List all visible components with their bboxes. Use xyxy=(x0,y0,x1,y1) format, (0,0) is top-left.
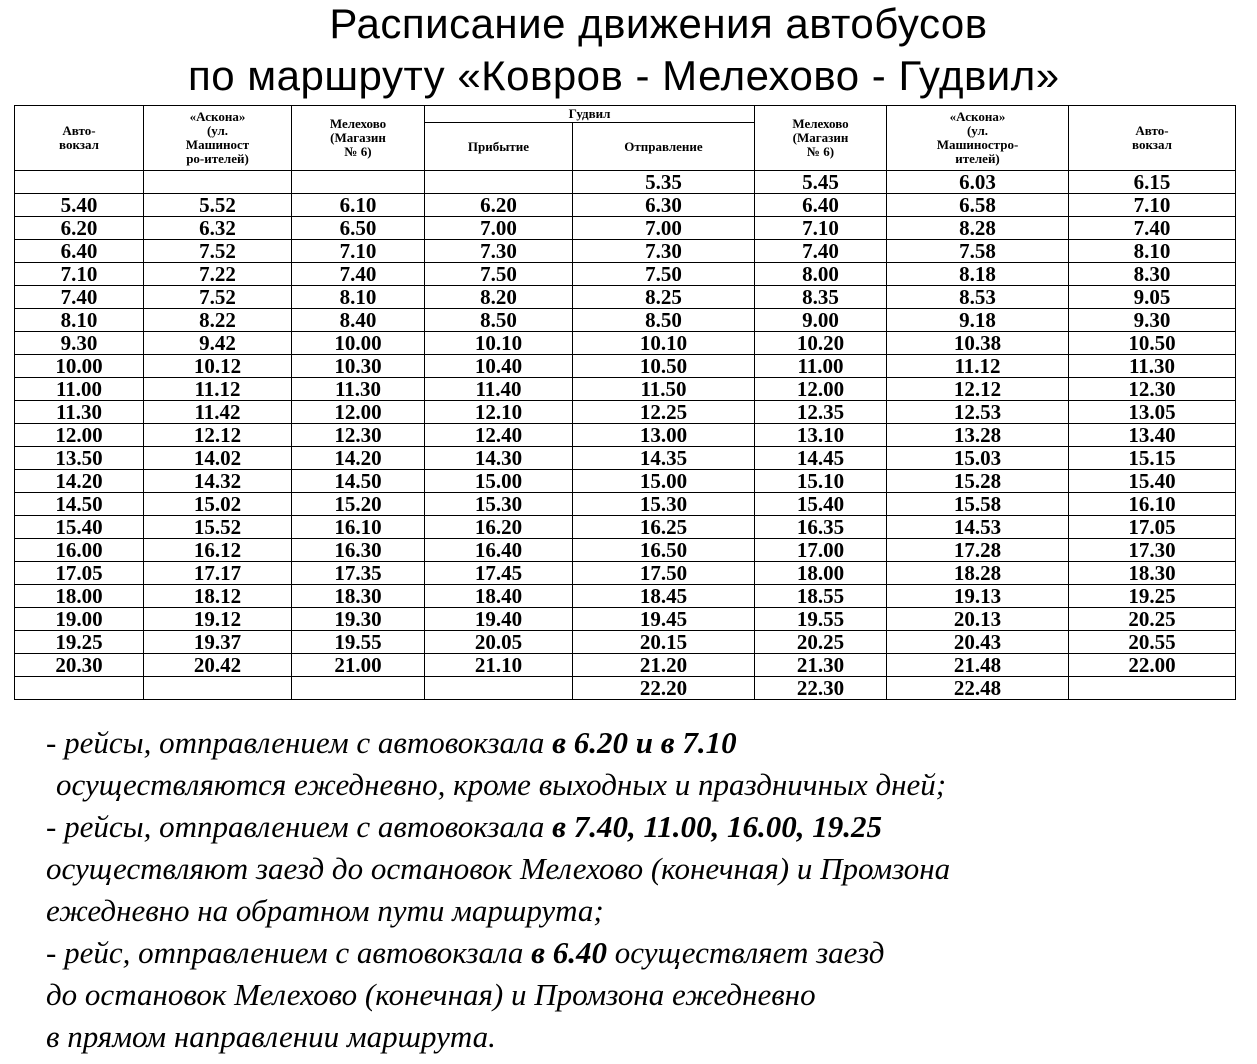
table-cell: 19.25 xyxy=(1069,585,1236,608)
table-row xyxy=(15,493,1236,516)
table-cell: 14.02 xyxy=(144,447,292,470)
table-cell: 21.30 xyxy=(755,654,887,677)
table-cell: 11.30 xyxy=(1069,355,1236,378)
table-row xyxy=(15,194,1236,217)
header-bus-station: Авто- вокзал xyxy=(15,106,144,171)
table-cell: 12.30 xyxy=(292,424,425,447)
header-askona-return: «Аскона» (ул. Машиностро- ителей) xyxy=(887,106,1069,171)
table-cell: 7.50 xyxy=(425,263,573,286)
table-row xyxy=(15,447,1236,470)
table-cell: 11.12 xyxy=(887,355,1069,378)
table-cell: 9.42 xyxy=(144,332,292,355)
table-cell: 19.37 xyxy=(144,631,292,654)
table-cell: 7.00 xyxy=(573,217,755,240)
table-cell: 16.10 xyxy=(292,516,425,539)
table-cell: 18.45 xyxy=(573,585,755,608)
table-cell: 18.28 xyxy=(887,562,1069,585)
header-melekhovo: Мелехово (Магазин № 6) xyxy=(292,106,425,171)
table-cell: 7.22 xyxy=(144,263,292,286)
table-cell: 15.40 xyxy=(755,493,887,516)
header-goodwill-group: Гудвил xyxy=(425,106,755,123)
table-cell: 6.32 xyxy=(144,217,292,240)
table-cell: 15.00 xyxy=(425,470,573,493)
table-cell: 7.10 xyxy=(15,263,144,286)
table-row xyxy=(15,401,1236,424)
table-cell: 13.50 xyxy=(15,447,144,470)
table-cell: 11.00 xyxy=(755,355,887,378)
table-cell: 6.58 xyxy=(887,194,1069,217)
note-3-line3: в прямом направлении маршрута. xyxy=(46,1019,496,1054)
table-row xyxy=(15,608,1236,631)
table-cell: 16.00 xyxy=(15,539,144,562)
header-bus-station-return: Авто- вокзал xyxy=(1069,106,1236,171)
table-cell: 21.48 xyxy=(887,654,1069,677)
table-cell: 20.13 xyxy=(887,608,1069,631)
table-cell: 10.20 xyxy=(755,332,887,355)
table-cell: 12.00 xyxy=(292,401,425,424)
table-cell: 7.00 xyxy=(425,217,573,240)
table-cell: 7.40 xyxy=(292,263,425,286)
table-row xyxy=(15,631,1236,654)
table-cell: 10.30 xyxy=(292,355,425,378)
table-row xyxy=(15,355,1236,378)
table-cell: 17.05 xyxy=(15,562,144,585)
note-2-line2: осуществляют заезд до остановок Мелехово (конечная) и Промзона xyxy=(46,851,951,886)
table-cell: 8.10 xyxy=(292,286,425,309)
table-row xyxy=(15,585,1236,608)
table-cell: 21.00 xyxy=(292,654,425,677)
table-cell: 15.40 xyxy=(1069,470,1236,493)
table-cell: 15.03 xyxy=(887,447,1069,470)
table-cell: 10.12 xyxy=(144,355,292,378)
table-cell: 11.30 xyxy=(15,401,144,424)
table-cell: 12.53 xyxy=(887,401,1069,424)
table-cell: 15.15 xyxy=(1069,447,1236,470)
table-cell: 15.40 xyxy=(15,516,144,539)
table-cell: 22.00 xyxy=(1069,654,1236,677)
table-cell: 11.40 xyxy=(425,378,573,401)
table-row xyxy=(15,654,1236,677)
table-cell: 15.20 xyxy=(292,493,425,516)
table-cell: 7.50 xyxy=(573,263,755,286)
table-cell: 17.17 xyxy=(144,562,292,585)
table-cell: 13.28 xyxy=(887,424,1069,447)
table-cell: 22.48 xyxy=(887,677,1069,700)
table-cell: 10.50 xyxy=(1069,332,1236,355)
table-cell: 7.52 xyxy=(144,240,292,263)
table-cell: 12.30 xyxy=(1069,378,1236,401)
table-cell: 17.50 xyxy=(573,562,755,585)
table-cell: 14.50 xyxy=(292,470,425,493)
header-arrival: Прибытие xyxy=(425,123,573,171)
table-cell: 19.55 xyxy=(755,608,887,631)
table-cell: 18.55 xyxy=(755,585,887,608)
header-askona: «Аскона» (ул. Машиност ро-ителей) xyxy=(144,106,292,171)
table-cell xyxy=(1069,677,1236,700)
table-cell: 16.35 xyxy=(755,516,887,539)
header-melekhovo-return: Мелехово (Магазин № 6) xyxy=(755,106,887,171)
table-cell xyxy=(425,677,573,700)
table-cell: 7.58 xyxy=(887,240,1069,263)
table-cell: 19.25 xyxy=(15,631,144,654)
table-cell: 16.25 xyxy=(573,516,755,539)
table-cell: 6.20 xyxy=(425,194,573,217)
table-cell: 20.05 xyxy=(425,631,573,654)
table-cell: 12.12 xyxy=(144,424,292,447)
table-cell: 15.10 xyxy=(755,470,887,493)
table-cell xyxy=(144,171,292,194)
page-title-line1: Расписание движения автобусов xyxy=(329,0,988,47)
table-cell: 13.40 xyxy=(1069,424,1236,447)
table-cell: 15.58 xyxy=(887,493,1069,516)
note-1-line2: осуществляются ежедневно, кроме выходных и праздничных дней; xyxy=(56,767,947,802)
table-cell xyxy=(144,677,292,700)
table-cell: 20.25 xyxy=(755,631,887,654)
table-cell xyxy=(15,677,144,700)
table-cell: 14.20 xyxy=(15,470,144,493)
table-cell: 6.10 xyxy=(292,194,425,217)
table-cell: 17.30 xyxy=(1069,539,1236,562)
table-cell: 6.50 xyxy=(292,217,425,240)
table-row xyxy=(15,309,1236,332)
table-cell: 5.35 xyxy=(573,171,755,194)
table-cell: 5.40 xyxy=(15,194,144,217)
table-cell: 19.13 xyxy=(887,585,1069,608)
note-highlight: в 6.40 xyxy=(531,935,607,970)
table-row xyxy=(15,378,1236,401)
table-cell: 9.05 xyxy=(1069,286,1236,309)
table-cell: 6.20 xyxy=(15,217,144,240)
note-highlight: в 6.20 и в 7.10 xyxy=(552,725,737,760)
header-departure: Отправление xyxy=(573,123,755,171)
table-cell: 8.50 xyxy=(573,309,755,332)
note-3-line2: до остановок Мелехово (конечная) и Промзона ежедневно xyxy=(46,977,816,1012)
table-cell: 20.30 xyxy=(15,654,144,677)
table-cell: 9.18 xyxy=(887,309,1069,332)
table-cell: 10.50 xyxy=(573,355,755,378)
table-cell: 10.38 xyxy=(887,332,1069,355)
table-cell: 15.30 xyxy=(425,493,573,516)
table-cell: 17.45 xyxy=(425,562,573,585)
note-highlight: в 7.40, 11.00, 16.00, 19.25 xyxy=(552,809,883,844)
table-cell: 7.40 xyxy=(1069,217,1236,240)
table-cell: 12.35 xyxy=(755,401,887,424)
table-row xyxy=(15,562,1236,585)
table-cell: 13.05 xyxy=(1069,401,1236,424)
table-cell: 15.02 xyxy=(144,493,292,516)
table-cell: 19.40 xyxy=(425,608,573,631)
table-cell: 8.40 xyxy=(292,309,425,332)
table-cell: 9.30 xyxy=(1069,309,1236,332)
table-cell: 6.40 xyxy=(755,194,887,217)
table-cell: 11.42 xyxy=(144,401,292,424)
table-cell: 21.10 xyxy=(425,654,573,677)
table-cell: 11.30 xyxy=(292,378,425,401)
table-cell: 18.00 xyxy=(15,585,144,608)
table-cell: 16.10 xyxy=(1069,493,1236,516)
table-cell: 15.00 xyxy=(573,470,755,493)
table-cell: 7.30 xyxy=(425,240,573,263)
table-cell: 21.20 xyxy=(573,654,755,677)
table-cell: 7.52 xyxy=(144,286,292,309)
table-cell: 14.50 xyxy=(15,493,144,516)
note-2-line1 xyxy=(46,806,1246,848)
table-cell: 18.30 xyxy=(292,585,425,608)
table-cell: 15.30 xyxy=(573,493,755,516)
table-cell: 18.40 xyxy=(425,585,573,608)
table-cell: 16.20 xyxy=(425,516,573,539)
table-cell: 14.53 xyxy=(887,516,1069,539)
table-cell: 9.30 xyxy=(15,332,144,355)
table-cell: 10.00 xyxy=(15,355,144,378)
table-cell: 19.30 xyxy=(292,608,425,631)
table-cell: 8.00 xyxy=(755,263,887,286)
table-cell: 13.10 xyxy=(755,424,887,447)
table-cell: 8.30 xyxy=(1069,263,1236,286)
table-cell: 18.00 xyxy=(755,562,887,585)
table-cell: 19.00 xyxy=(15,608,144,631)
table-cell: 12.40 xyxy=(425,424,573,447)
page-title-line2: по маршруту «Ковров - Мелехово - Гудвил» xyxy=(188,52,1060,99)
table-cell: 18.12 xyxy=(144,585,292,608)
table-cell xyxy=(425,171,573,194)
table-cell: 8.10 xyxy=(1069,240,1236,263)
table-row xyxy=(15,240,1236,263)
table-cell: 18.30 xyxy=(1069,562,1236,585)
table-cell: 8.50 xyxy=(425,309,573,332)
table-cell xyxy=(15,171,144,194)
table-cell: 11.50 xyxy=(573,378,755,401)
table-cell: 17.00 xyxy=(755,539,887,562)
table-cell: 6.40 xyxy=(15,240,144,263)
table-cell: 8.10 xyxy=(15,309,144,332)
table-cell: 17.05 xyxy=(1069,516,1236,539)
table-cell: 14.32 xyxy=(144,470,292,493)
table-cell: 12.25 xyxy=(573,401,755,424)
table-cell: 19.45 xyxy=(573,608,755,631)
note-2-line3: ежедневно на обратном пути маршрута; xyxy=(46,893,604,928)
table-cell: 10.00 xyxy=(292,332,425,355)
note-text: - рейсы, отправлением с автовокзала xyxy=(46,725,553,760)
table-cell: 17.28 xyxy=(887,539,1069,562)
table-row xyxy=(15,286,1236,309)
table-cell: 16.12 xyxy=(144,539,292,562)
notes xyxy=(46,722,1246,1058)
table-cell: 7.40 xyxy=(755,240,887,263)
table-cell: 20.15 xyxy=(573,631,755,654)
note-text: - рейс, отправлением с автовокзала xyxy=(46,935,532,970)
table-cell: 11.00 xyxy=(15,378,144,401)
table-row xyxy=(15,171,1236,194)
table-cell: 8.20 xyxy=(425,286,573,309)
table-cell: 8.25 xyxy=(573,286,755,309)
table-row xyxy=(15,516,1236,539)
table-cell: 7.10 xyxy=(755,217,887,240)
table-cell: 16.40 xyxy=(425,539,573,562)
table-cell: 19.12 xyxy=(144,608,292,631)
table-cell: 8.35 xyxy=(755,286,887,309)
table-cell: 9.00 xyxy=(755,309,887,332)
table-row xyxy=(15,332,1236,355)
table-cell: 7.30 xyxy=(573,240,755,263)
note-text: осуществляет заезд xyxy=(606,935,885,970)
table-cell: 12.12 xyxy=(887,378,1069,401)
table-row xyxy=(15,263,1236,286)
table-cell: 19.55 xyxy=(292,631,425,654)
table-cell: 11.12 xyxy=(144,378,292,401)
table-row xyxy=(15,217,1236,240)
table-cell: 14.45 xyxy=(755,447,887,470)
table-cell: 7.10 xyxy=(1069,194,1236,217)
table-cell: 12.10 xyxy=(425,401,573,424)
table-cell: 16.30 xyxy=(292,539,425,562)
table-cell: 14.35 xyxy=(573,447,755,470)
table-cell: 8.22 xyxy=(144,309,292,332)
table-cell: 12.00 xyxy=(15,424,144,447)
note-3-line1 xyxy=(46,932,1246,974)
table-cell: 17.35 xyxy=(292,562,425,585)
table-cell: 7.10 xyxy=(292,240,425,263)
table-cell: 15.28 xyxy=(887,470,1069,493)
table-cell xyxy=(292,677,425,700)
schedule-table xyxy=(14,105,1236,700)
note-1-line1 xyxy=(46,722,1246,764)
note-text: - рейсы, отправлением с автовокзала xyxy=(46,809,553,844)
table-cell: 6.30 xyxy=(573,194,755,217)
table-cell: 7.40 xyxy=(15,286,144,309)
table-cell: 16.50 xyxy=(573,539,755,562)
table-cell: 8.18 xyxy=(887,263,1069,286)
table-cell: 5.52 xyxy=(144,194,292,217)
table-cell: 22.20 xyxy=(573,677,755,700)
table-cell: 8.53 xyxy=(887,286,1069,309)
table-cell: 20.42 xyxy=(144,654,292,677)
table-cell: 20.55 xyxy=(1069,631,1236,654)
table-cell xyxy=(292,171,425,194)
table-cell: 6.15 xyxy=(1069,171,1236,194)
table-cell: 5.45 xyxy=(755,171,887,194)
table-cell: 15.52 xyxy=(144,516,292,539)
table-cell: 14.20 xyxy=(292,447,425,470)
table-row xyxy=(15,539,1236,562)
table-cell: 20.25 xyxy=(1069,608,1236,631)
table-cell: 6.03 xyxy=(887,171,1069,194)
table-cell: 10.10 xyxy=(425,332,573,355)
table-row xyxy=(15,677,1236,700)
table-cell: 12.00 xyxy=(755,378,887,401)
table-cell: 22.30 xyxy=(755,677,887,700)
table-cell: 8.28 xyxy=(887,217,1069,240)
table-cell: 20.43 xyxy=(887,631,1069,654)
table-row xyxy=(15,470,1236,493)
table-cell: 10.40 xyxy=(425,355,573,378)
table-row xyxy=(15,424,1236,447)
table-cell: 14.30 xyxy=(425,447,573,470)
table-cell: 13.00 xyxy=(573,424,755,447)
table-cell: 10.10 xyxy=(573,332,755,355)
